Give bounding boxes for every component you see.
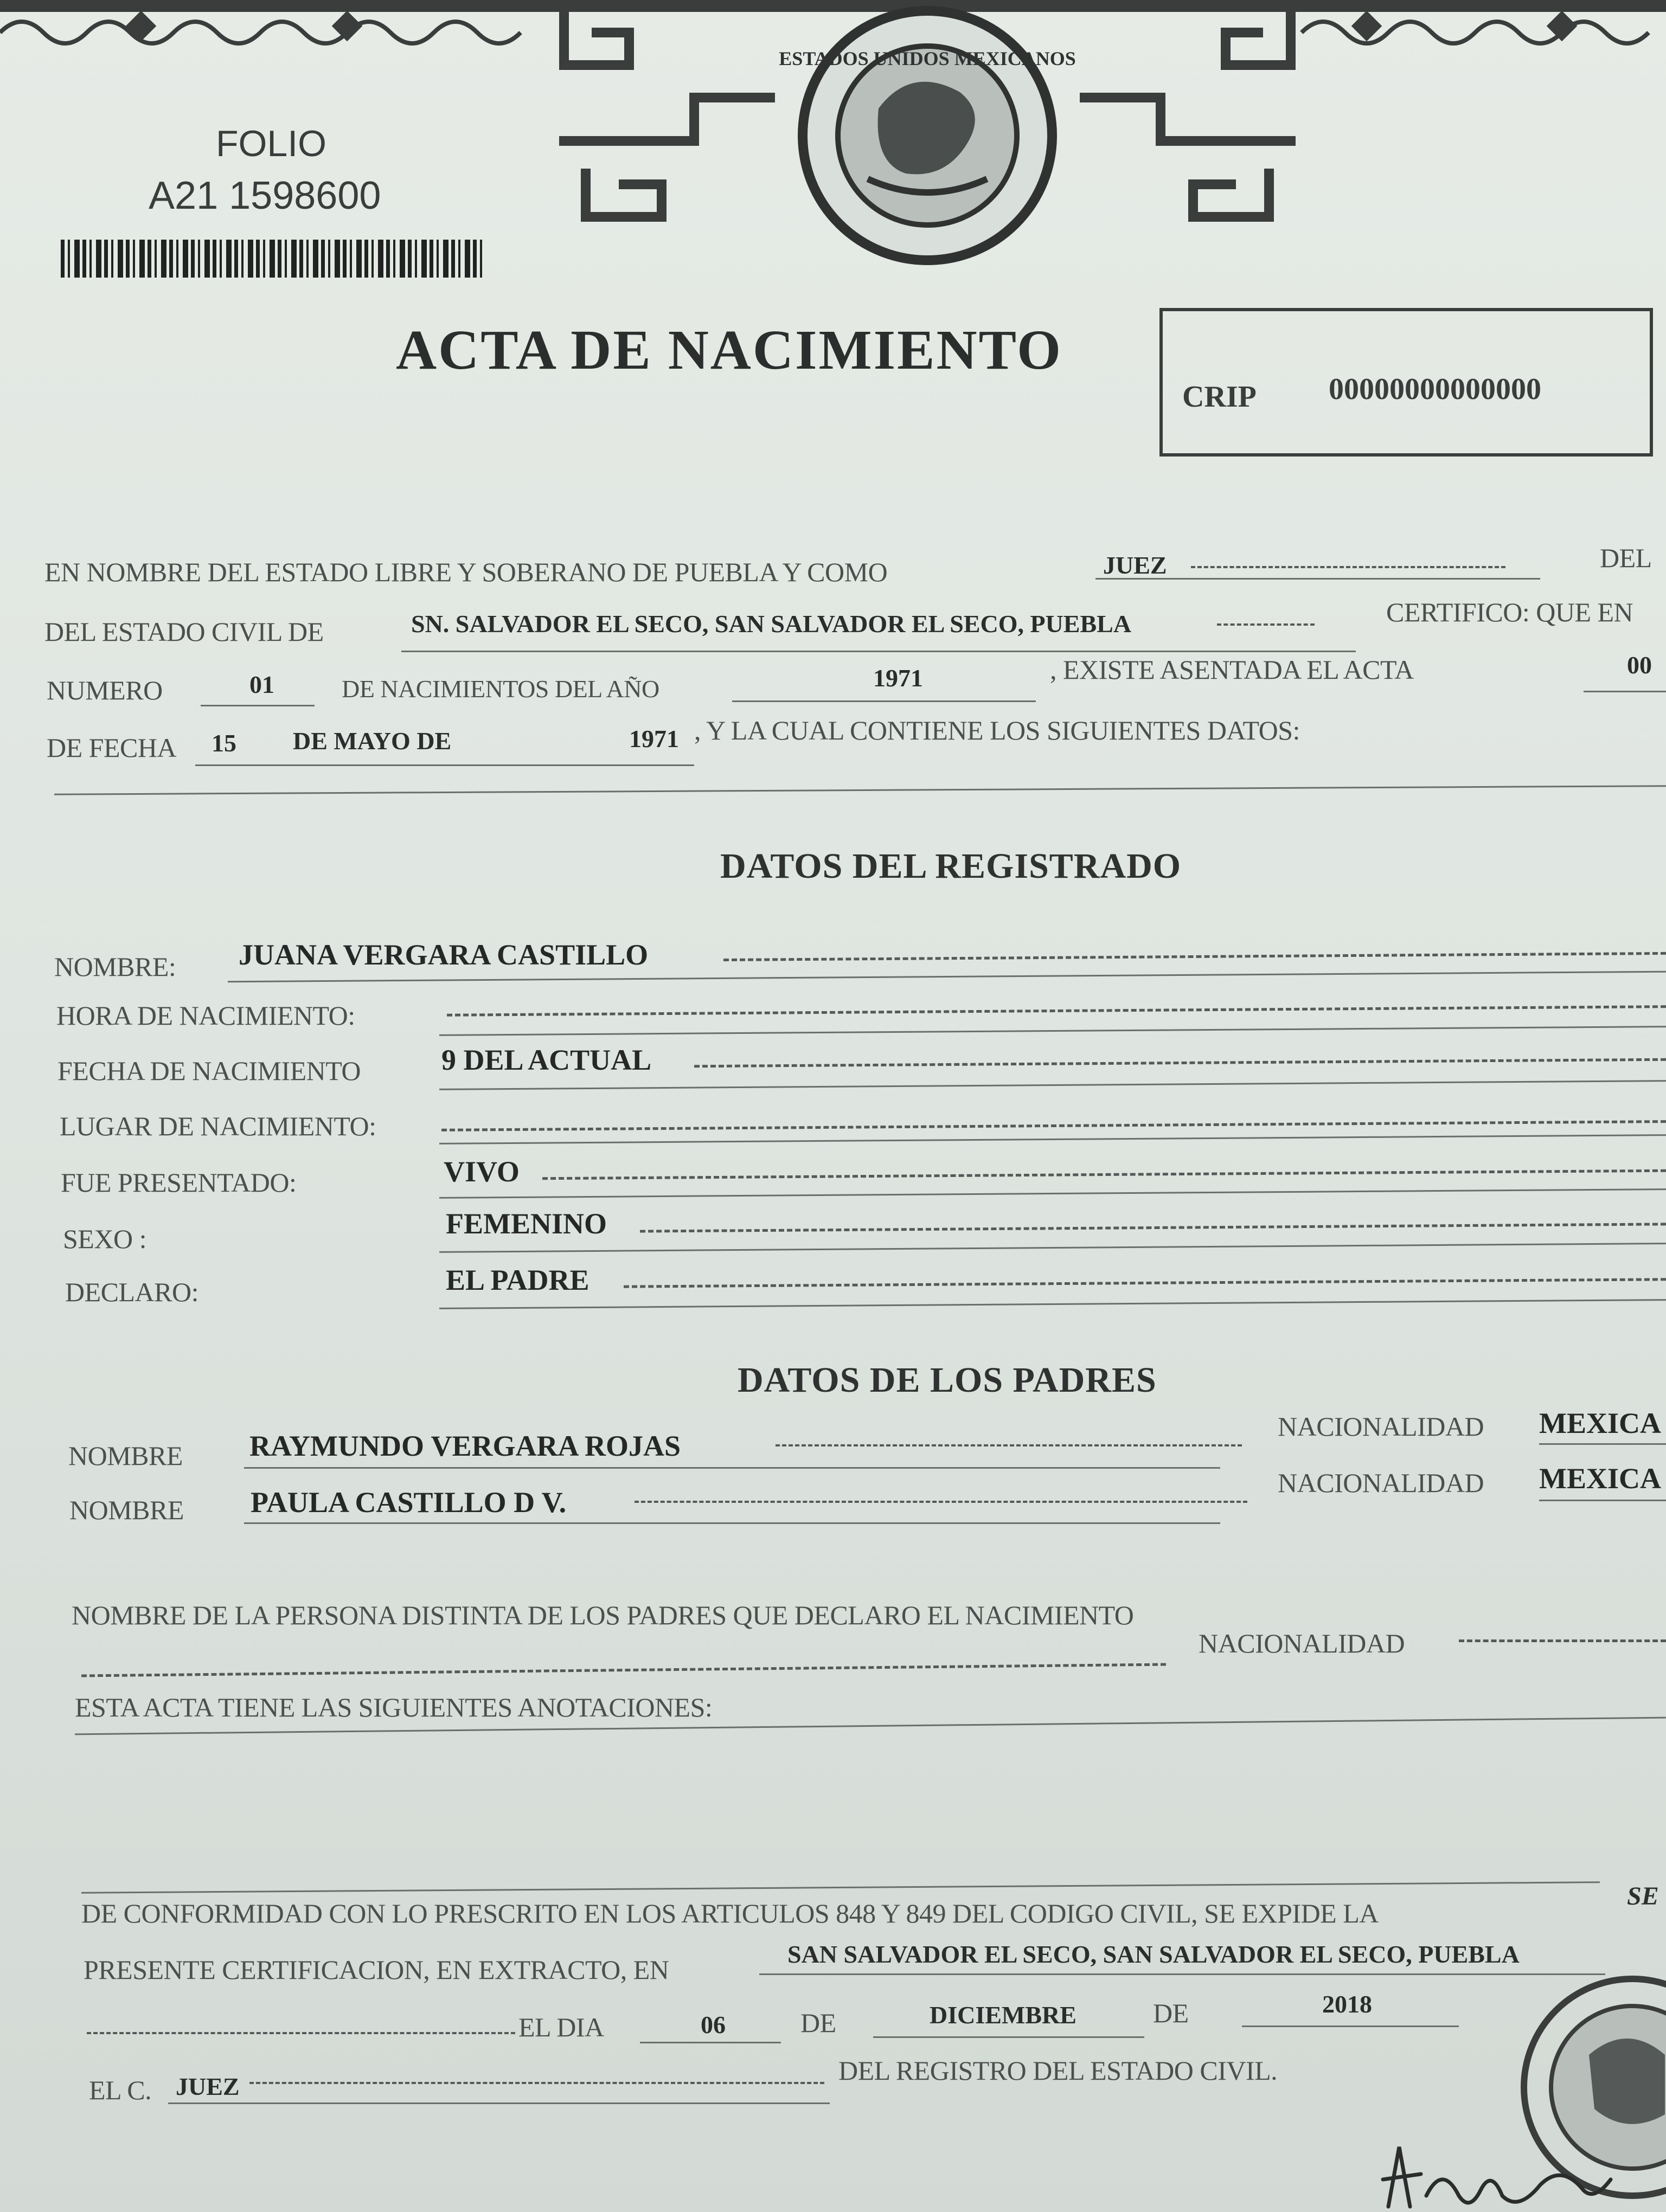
footer-month-value: DICIEMBRE bbox=[930, 2001, 1077, 2029]
intro-fecha-underline bbox=[195, 764, 694, 766]
intro-bottom-rule bbox=[54, 785, 1666, 795]
intro-line-3: NUMERO bbox=[47, 675, 163, 705]
footer-de-1: DE bbox=[800, 2008, 836, 2038]
madre-dashes bbox=[635, 1501, 1247, 1503]
footer-month-underline bbox=[873, 2036, 1144, 2038]
footer-year-value: 2018 bbox=[1322, 1990, 1372, 2018]
madre-underline bbox=[244, 1522, 1220, 1524]
footer-year-underline bbox=[1242, 2025, 1459, 2027]
footer-day-underline bbox=[640, 2042, 781, 2043]
hora-underline bbox=[439, 1026, 1666, 1036]
intro-acta-number: 00 bbox=[1627, 651, 1652, 679]
intro-libro-number: 01 bbox=[249, 671, 274, 698]
footer-juez-dashes bbox=[249, 2082, 824, 2084]
nombre-label: NOMBRE: bbox=[54, 951, 176, 982]
folio-number: A21 1598600 bbox=[149, 174, 381, 217]
presentado-underline bbox=[439, 1188, 1666, 1199]
footer-line-2: PRESENTE CERTIFICACION, EN EXTRACTO, EN bbox=[84, 1954, 669, 1985]
intro-registry-value: SN. SALVADOR EL SECO, SAN SALVADOR EL SECO, PUEBLA bbox=[411, 610, 1132, 638]
footer-place-underline bbox=[759, 1973, 1605, 1975]
fecha-nacimiento-dashes bbox=[694, 1058, 1666, 1068]
declaro-underline bbox=[439, 1299, 1666, 1309]
footer-el-dia: EL DIA bbox=[518, 2012, 604, 2042]
footer-el-c: EL C. bbox=[89, 2075, 152, 2105]
hora-dashes bbox=[447, 1005, 1666, 1017]
madre-nacionalidad-label: NACIONALIDAD bbox=[1278, 1468, 1484, 1498]
declarante-nacionalidad-label: NACIONALIDAD bbox=[1199, 1628, 1405, 1658]
intro-line-2-end: CERTIFICO: QUE EN bbox=[1386, 597, 1633, 627]
intro-juez-dashes bbox=[1191, 566, 1505, 568]
intro-line-3b: DE NACIMIENTOS DEL AÑO bbox=[342, 675, 659, 703]
intro-day: 15 bbox=[212, 729, 236, 757]
intro-line-1: EN NOMBRE DEL ESTADO LIBRE Y SOBERANO DE PUEBLA Y COMO bbox=[44, 557, 888, 587]
intro-line-4: DE FECHA bbox=[47, 732, 177, 763]
crip-label: CRIP bbox=[1182, 380, 1257, 414]
lugar-dashes bbox=[441, 1120, 1666, 1131]
intro-juez-underline bbox=[1095, 578, 1540, 580]
sexo-value: FEMENINO bbox=[446, 1207, 607, 1240]
footer-line-3-dashes bbox=[87, 2032, 515, 2034]
document-title: ACTA DE NACIMIENTO bbox=[396, 319, 1062, 381]
padre-nombre-value: RAYMUNDO VERGARA ROJAS bbox=[249, 1430, 681, 1462]
intro-juez-value: JUEZ bbox=[1103, 551, 1167, 579]
fecha-nacimiento-underline bbox=[439, 1080, 1666, 1090]
lugar-underline bbox=[439, 1134, 1666, 1144]
padre-nacionalidad-underline bbox=[1539, 1443, 1666, 1445]
declarante-nacionalidad-dashes bbox=[1459, 1639, 1666, 1642]
declarante-label: NOMBRE DE LA PERSONA DISTINTA DE LOS PADRES QUE DECLARO EL NACIMIENTO bbox=[72, 1600, 1134, 1630]
intro-line-1-end: DEL bbox=[1600, 543, 1652, 573]
intro-registry-dashes bbox=[1217, 623, 1315, 626]
presentado-label: FUE PRESENTADO: bbox=[61, 1167, 297, 1198]
nombre-value: JUANA VERGARA CASTILLO bbox=[239, 938, 649, 971]
footer-line-1-end: SE bbox=[1627, 1882, 1659, 1911]
footer-day-value: 06 bbox=[701, 2011, 726, 2039]
padre-nacionalidad-value: MEXICA bbox=[1539, 1407, 1661, 1439]
footer-place-value: SAN SALVADOR EL SECO, SAN SALVADOR EL SECO, PUEBLA bbox=[787, 1940, 1520, 1968]
sexo-label: SEXO : bbox=[63, 1224, 146, 1254]
padres-heading: DATOS DE LOS PADRES bbox=[738, 1360, 1157, 1400]
intro-libro-underline bbox=[201, 705, 315, 706]
declaro-value: EL PADRE bbox=[446, 1264, 589, 1296]
footer-de-2: DE bbox=[1153, 1998, 1189, 2028]
padre-dashes bbox=[776, 1444, 1242, 1446]
anotaciones-label: ESTA ACTA TIENE LAS SIGUIENTES ANOTACIONES: bbox=[75, 1692, 713, 1722]
signature-icon bbox=[1377, 2131, 1616, 2212]
presentado-dashes bbox=[542, 1169, 1666, 1180]
madre-nacionalidad-underline bbox=[1539, 1500, 1666, 1501]
madre-nombre-value: PAULA CASTILLO D V. bbox=[251, 1486, 567, 1519]
declarante-dashes bbox=[81, 1663, 1166, 1677]
madre-nombre-label: NOMBRE bbox=[69, 1495, 184, 1525]
footer-line-1: DE CONFORMIDAD CON LO PRESCRITO EN LOS ARTICULOS 848 Y 849 DEL CODIGO CIVIL, SE EXPIDE LA bbox=[81, 1898, 1379, 1928]
folio-label: FOLIO bbox=[216, 123, 327, 164]
nombre-underline bbox=[228, 971, 1666, 983]
intro-acta-underline bbox=[1584, 691, 1666, 692]
intro-month: DE MAYO DE bbox=[293, 727, 452, 755]
sexo-underline bbox=[439, 1243, 1666, 1253]
fecha-nacimiento-label: FECHA DE NACIMIENTO bbox=[57, 1056, 361, 1086]
footer-line-4-end: DEL REGISTRO DEL ESTADO CIVIL. bbox=[838, 2055, 1278, 2086]
madre-nacionalidad-value: MEXICA bbox=[1539, 1462, 1661, 1495]
seal-text: ESTADOS UNIDOS MEXICANOS bbox=[779, 48, 1076, 69]
folio-barcode bbox=[61, 240, 486, 278]
fecha-nacimiento-value: 9 DEL ACTUAL bbox=[441, 1044, 652, 1076]
intro-year: 1971 bbox=[873, 664, 923, 692]
padre-nacionalidad-label: NACIONALIDAD bbox=[1278, 1411, 1484, 1442]
intro-registry-underline bbox=[401, 651, 1356, 652]
lugar-label: LUGAR DE NACIMIENTO: bbox=[60, 1111, 376, 1141]
crip-value: 00000000000000 bbox=[1329, 372, 1541, 406]
intro-line-2: DEL ESTADO CIVIL DE bbox=[44, 616, 324, 647]
hora-label: HORA DE NACIMIENTO: bbox=[56, 1000, 355, 1031]
declaro-dashes bbox=[624, 1278, 1666, 1288]
coat-of-arms-ornament bbox=[531, 0, 1323, 271]
intro-fecha-year: 1971 bbox=[629, 725, 679, 753]
footer-juez-value: JUEZ bbox=[176, 2073, 240, 2100]
intro-year-underline bbox=[732, 700, 1036, 702]
footer-juez-underline bbox=[168, 2102, 830, 2104]
registrado-heading: DATOS DEL REGISTRADO bbox=[720, 846, 1182, 886]
footer-top-rule bbox=[81, 1881, 1600, 1894]
intro-line-4-end: , Y LA CUAL CONTIENE LOS SIGUIENTES DATOS: bbox=[694, 715, 1300, 745]
padre-underline bbox=[244, 1467, 1220, 1469]
padre-nombre-label: NOMBRE bbox=[68, 1441, 183, 1471]
sexo-dashes bbox=[640, 1223, 1666, 1232]
nombre-dashes bbox=[723, 952, 1666, 961]
intro-line-3c: , EXISTE ASENTADA EL ACTA bbox=[1050, 654, 1414, 685]
declaro-label: DECLARO: bbox=[65, 1277, 198, 1307]
presentado-value: VIVO bbox=[444, 1155, 520, 1188]
